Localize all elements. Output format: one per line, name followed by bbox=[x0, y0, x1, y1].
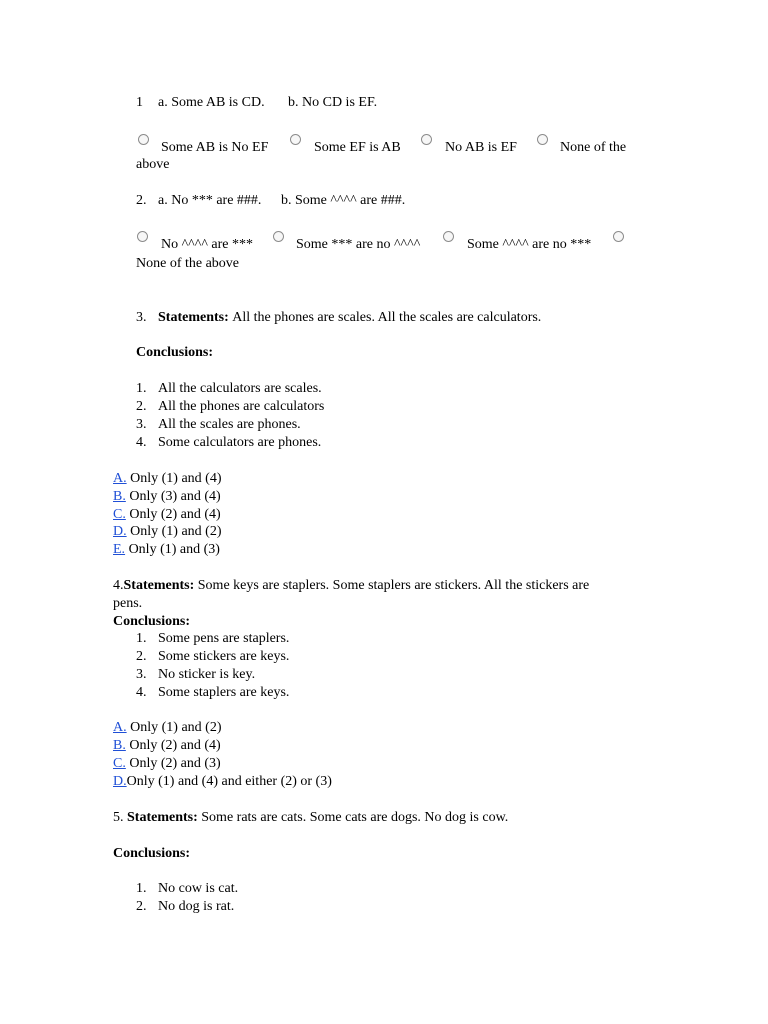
q5-conclusions-heading: Conclusions: bbox=[113, 846, 191, 861]
q3-answer: B. Only (3) and (4) bbox=[113, 489, 221, 504]
q2-premise-b: b. Some ^^^^ are ###. bbox=[281, 193, 406, 208]
q3-answer-link[interactable]: B. bbox=[113, 489, 126, 504]
q1-option-4-label-wrap: above bbox=[136, 157, 170, 172]
q4-conclusion-num: 3. bbox=[136, 667, 147, 682]
q4-conclusion-text: Some pens are staplers. bbox=[158, 631, 290, 646]
q3-conclusion-num: 1. bbox=[136, 381, 147, 396]
q3-conclusion-text: All the scales are phones. bbox=[158, 417, 301, 432]
q1-option-3-label: No AB is EF bbox=[445, 140, 517, 155]
q2-option-4-label: None of the above bbox=[136, 256, 240, 271]
q3-answer-link[interactable]: E. bbox=[113, 542, 126, 557]
q3-answer: A. Only (1) and (4) bbox=[113, 471, 222, 486]
q2-option-1-radio[interactable] bbox=[137, 231, 148, 242]
q3-statements-text: All the phones are scales. All the scales are calculators. bbox=[232, 310, 542, 325]
q3-conclusion-text: All the phones are calculators bbox=[158, 399, 325, 414]
q2-option-3-radio[interactable] bbox=[443, 231, 454, 242]
q2-option-4-radio[interactable] bbox=[613, 231, 624, 242]
q3-answer-link[interactable]: C. bbox=[113, 507, 126, 522]
q4-answer-link[interactable]: A. bbox=[113, 720, 127, 735]
q5-number: 5. bbox=[113, 810, 124, 825]
q5-conclusion-text: No dog is rat. bbox=[158, 899, 235, 914]
q3-number: 3. bbox=[136, 310, 147, 325]
q3-conclusion-text: Some calculators are phones. bbox=[158, 435, 322, 450]
q4-answer-link[interactable]: B. bbox=[113, 738, 126, 753]
q5-conclusion-num: 1. bbox=[136, 881, 147, 896]
q2-option-1-label: No ^^^^ are *** bbox=[161, 237, 253, 252]
q1-option-1-radio[interactable] bbox=[138, 134, 149, 145]
q4-conclusion-num: 1. bbox=[136, 631, 147, 646]
q4-conclusion-text: Some staplers are keys. bbox=[158, 685, 290, 700]
q3-conclusion-num: 2. bbox=[136, 399, 147, 414]
q4-number: 4. bbox=[113, 578, 124, 593]
q3-answer-link[interactable]: A. bbox=[113, 471, 127, 486]
q1-option-2-label: Some EF is AB bbox=[314, 140, 401, 155]
q1-premise-b: b. No CD is EF. bbox=[288, 95, 378, 110]
q3-answer: C. Only (2) and (4) bbox=[113, 507, 221, 522]
q5-conclusion-text: No cow is cat. bbox=[158, 881, 239, 896]
q4-conclusion-num: 4. bbox=[136, 685, 147, 700]
q2-premise-a: a. No *** are ###. bbox=[158, 193, 262, 208]
q1-option-4-radio[interactable] bbox=[537, 134, 548, 145]
q2-option-3-label: Some ^^^^ are no *** bbox=[467, 237, 592, 252]
q3-conclusions-heading: Conclusions: bbox=[136, 345, 214, 360]
q3-statements bbox=[158, 309, 541, 326]
q1-option-1-label: Some AB is No EF bbox=[161, 140, 269, 155]
q4-answer: B. Only (2) and (4) bbox=[113, 738, 221, 753]
q1-number: 1 bbox=[136, 95, 143, 110]
q2-number: 2. bbox=[136, 193, 147, 208]
q4-answer: D.Only (1) and (4) and either (2) or (3) bbox=[113, 774, 332, 789]
q1-option-3-radio[interactable] bbox=[421, 134, 432, 145]
q4-answer: C. Only (2) and (3) bbox=[113, 756, 221, 771]
q3-answer: E. Only (1) and (3) bbox=[113, 542, 220, 557]
q4-conclusions-heading: Conclusions: bbox=[113, 614, 191, 629]
q4-statements bbox=[113, 577, 589, 594]
q4-answer-link[interactable]: C. bbox=[113, 756, 126, 771]
q4-statements-label: Statements: bbox=[123, 578, 195, 593]
q3-conclusion-text: All the calculators are scales. bbox=[158, 381, 322, 396]
q3-conclusion-num: 4. bbox=[136, 435, 147, 450]
q1-option-4-label: None of the bbox=[560, 140, 627, 155]
q5-conclusion-num: 2. bbox=[136, 899, 147, 914]
q3-statements-label: Statements: bbox=[158, 310, 229, 325]
q4-conclusion-num: 2. bbox=[136, 649, 147, 664]
q2-option-2-label: Some *** are no ^^^^ bbox=[296, 237, 421, 252]
q4-conclusion-text: Some stickers are keys. bbox=[158, 649, 290, 664]
q1-premise-a: a. Some AB is CD. bbox=[158, 95, 265, 110]
q4-statements-wrap: pens. bbox=[113, 596, 143, 611]
q4-answer-link[interactable]: D. bbox=[113, 774, 127, 789]
q4-statements-text: Some keys are staplers. Some staplers are stickers. All the stickers are bbox=[197, 578, 590, 593]
q4-answer: A. Only (1) and (2) bbox=[113, 720, 222, 735]
q3-answer: D. Only (1) and (2) bbox=[113, 524, 222, 539]
q1-option-2-radio[interactable] bbox=[290, 134, 301, 145]
q2-option-2-radio[interactable] bbox=[273, 231, 284, 242]
q4-conclusion-text: No sticker is key. bbox=[158, 667, 256, 682]
q3-conclusion-num: 3. bbox=[136, 417, 147, 432]
q5-statements-text: Some rats are cats. Some cats are dogs. No dog is cow. bbox=[201, 810, 509, 825]
q3-answer-link[interactable]: D. bbox=[113, 524, 127, 539]
q5-statements bbox=[113, 809, 508, 826]
q5-statements-label: Statements: bbox=[127, 810, 198, 825]
